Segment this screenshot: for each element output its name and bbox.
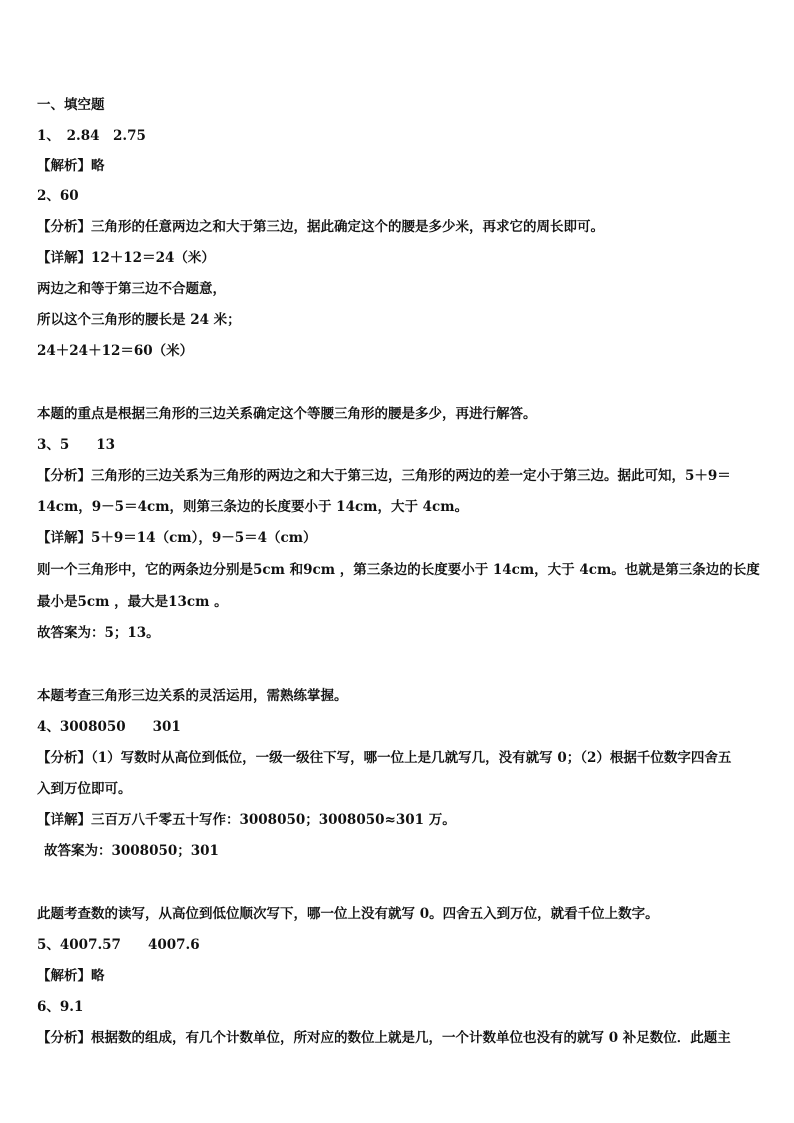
analysis-6: 【分析】根据数的组成，有几个计数单位，所对应的数位上就是几，一个计数单位也没有的就写 0 补足数位．此题主 [37, 1030, 731, 1046]
detail-3: 【详解】5＋9＝14（cm），9－5＝4（cm） [37, 530, 317, 546]
text-line: 故答案为：5；13。 [37, 625, 160, 641]
detail-4: 【详解】三百万八千零五十写作：3008050；3008050≈301 万。 [37, 812, 456, 828]
analysis-4: 【分析】（1）写数时从高位到低位，一级一级往下写，哪一位上是几就写几，没有就写 0；（2）根据千位数字四舍五 [37, 750, 732, 766]
text-line: 24＋24＋12＝60（米） [37, 343, 194, 359]
answer-2: 2、60 [37, 188, 79, 204]
summary-3: 本题考查三角形三边关系的灵活运用，需熟练掌握。 [37, 688, 348, 704]
analysis-5: 【解析】略 [37, 968, 105, 984]
summary-2: 本题的重点是根据三角形的三边关系确定这个等腰三角形的腰是多少，再进行解答。 [37, 406, 537, 422]
section-heading: 一、填空题 [37, 97, 105, 113]
answer-4: 4、3008050 301 [37, 719, 181, 735]
text-line: 所以这个三角形的腰长是 24 米； [37, 312, 241, 328]
answer-5: 5、4007.57 4007.6 [37, 937, 200, 953]
text-line: 则一个三角形中，它的两条边分别是5cm 和9cm ，第三条边的长度要小于 14cm，大于 4cm。也就是第三条边的长度 [37, 562, 760, 578]
analysis-1: 【解析】略 [37, 158, 105, 174]
answer-3: 3、5 13 [37, 437, 116, 453]
answer-1: 1、 2.84 2.75 [37, 128, 146, 144]
analysis-2: 【分析】三角形的任意两边之和大于第三边，据此确定这个的腰是多少米，再求它的周长即可。 [37, 219, 604, 235]
text-line: 最小是5cm ，最大是13cm 。 [37, 594, 228, 610]
text-line: 两边之和等于第三边不合题意， [37, 281, 226, 297]
summary-4: 此题考查数的读写，从高位到低位顺次写下，哪一位上没有就写 0。四舍五入到万位，就看千位上数字。 [37, 906, 659, 922]
detail-2: 【详解】12＋12＝24（米） [37, 250, 215, 266]
analysis-3: 【分析】三角形的三边关系为三角形的两边之和大于第三边，三角形的两边的差一定小于第三边。据此可知，5＋9＝ [37, 468, 731, 484]
answer-6: 6、9.1 [37, 999, 84, 1015]
text-line: 故答案为：3008050；301 [44, 843, 219, 859]
text-line: 入到万位即可。 [37, 781, 132, 797]
text-line: 14cm，9－5＝4cm，则第三条边的长度要小于 14cm，大于 4cm。 [37, 499, 469, 515]
